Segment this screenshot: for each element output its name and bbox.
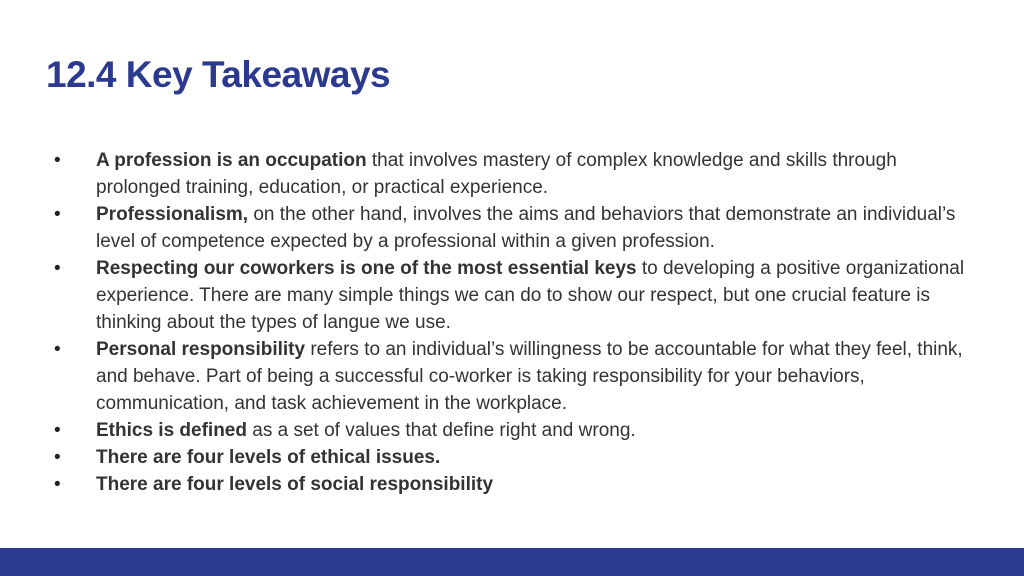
- slide-title: 12.4 Key Takeaways: [46, 54, 391, 95]
- bullet-body-text: on the other hand, involves the aims and behaviors that demonstrate an individual’s level of competence expected by a professional within a given profession.: [96, 204, 956, 252]
- list-item: [54, 255, 984, 336]
- bullet-bold-text: There are four levels of ethical issues.: [96, 447, 441, 468]
- bullet-bold-text: A profession is an occupation: [96, 150, 367, 171]
- bullet-icon: •: [54, 150, 61, 171]
- bullet-text: [96, 471, 984, 498]
- bullet-text: [96, 255, 984, 336]
- takeaways-list: [54, 147, 984, 498]
- bullet-text: [96, 336, 984, 417]
- list-item: [54, 471, 984, 498]
- bullet-icon: •: [54, 339, 61, 360]
- bullet-icon: •: [54, 204, 61, 225]
- bullet-bold-text: There are four levels of social responsibility: [96, 474, 494, 495]
- list-item: [54, 417, 984, 444]
- bullet-icon: •: [54, 447, 61, 468]
- bullet-text: [96, 147, 984, 201]
- bullet-bold-text: Personal responsibility: [96, 339, 306, 360]
- bullet-icon: •: [54, 258, 61, 279]
- bullet-body-text: to developing a positive organizational experience. There are many simple things we can do to show our respect, but one crucial feature is thinking about the types of langue we use.: [96, 258, 965, 333]
- bullet-text: [96, 444, 984, 471]
- bullet-body-text: that involves mastery of complex knowledge and skills through prolonged training, education, or practical experience.: [96, 150, 897, 198]
- list-item: [54, 147, 984, 201]
- bullet-icon: •: [54, 420, 61, 441]
- list-item: [54, 336, 984, 417]
- bullet-bold-text: Professionalism,: [96, 204, 249, 225]
- bullet-bold-text: Ethics is defined: [96, 420, 247, 441]
- bullet-body-text: refers to an individual’s willingness to be accountable for what they feel, think, and behave. Part of being a successful co-worker is taking responsibility for your behaviors, communication, and task achievement in the workplace.: [96, 339, 963, 414]
- bullet-body-text: as a set of values that define right and wrong.: [246, 420, 636, 441]
- footer-bar: [0, 548, 1024, 576]
- bullet-text: [96, 417, 984, 444]
- list-item: [54, 444, 984, 471]
- bullet-icon: •: [54, 474, 61, 495]
- list-item: [54, 201, 984, 255]
- bullet-bold-text: Respecting our coworkers is one of the most essential keys: [96, 258, 637, 279]
- bullet-text: [96, 201, 984, 255]
